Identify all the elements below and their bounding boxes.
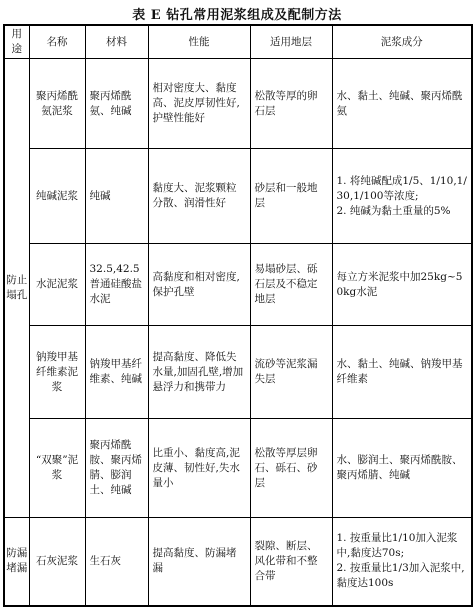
composition-cell [332,244,472,326]
header-property: 性能 [148,25,250,59]
composition-line: 1. 按重量比1/10加入泥浆中,黏度达70s; [336,532,458,560]
name-cell: 纯碱泥浆 [29,149,85,244]
header-material: 材料 [85,25,148,59]
composition-cell [332,326,472,419]
table-row [4,59,472,149]
material-cell: 聚丙烯酰氨、纯碱 [85,59,148,149]
composition-cell [332,59,472,149]
material-cell: 纯碱 [85,149,148,244]
layer-cell: 松散等厚层卵石、砾石、砂层 [250,419,332,518]
table-title: 表 E 钻孔常用泥浆组成及配制方法 [132,8,342,23]
header-composition: 泥浆成分 [332,25,472,59]
name-cell: “双聚”泥浆 [29,419,85,518]
name-cell: 水泥泥浆 [29,244,85,326]
composition-line: 2. 按重量比1/3加入泥浆中,黏度达100s [336,562,465,590]
material-cell: 32.5,42.5普通硅酸盐水泥 [85,244,148,326]
layer-cell: 砂层和一般地层 [250,149,332,244]
table-row [4,326,472,419]
name-cell: 聚丙烯酰氨泥浆 [29,59,85,149]
property-cell: 高黏度和相对密度,保护孔壁 [148,244,250,326]
table-row [4,244,472,326]
use-cell-leak: 防漏堵漏 [4,518,29,606]
composition-line: 1. 将纯碱配成1/5、1/10,1/30,1/100等浓度; [336,174,467,202]
mud-table [3,24,473,607]
name-cell: 石灰泥浆 [29,518,85,606]
property-cell: 比重小、黏度高,泥皮薄、韧性好,失水量小 [148,419,250,518]
composition-line: 水、黏土、纯碱、钠羧甲基纤维素 [336,358,463,385]
composition-line: 每立方米泥浆中加25kg~50kg水泥 [336,270,463,298]
header-layer: 适用地层 [250,25,332,59]
material-cell: 钠羧甲基纤维素、纯碱 [85,326,148,419]
property-cell: 提高黏度、降低失水量,加固孔壁,增加悬浮力和携带力 [148,326,250,419]
name-cell: 钠羧甲基纤维素泥浆 [29,326,85,419]
composition-cell [332,149,472,244]
composition-cell [332,518,472,606]
table-row [4,419,472,518]
table-row [4,518,472,606]
property-cell: 提高黏度、防漏堵漏 [148,518,250,606]
property-cell: 黏度大、泥浆颗粒分散、润滑性好 [148,149,250,244]
layer-cell: 松散等厚的卵石层 [250,59,332,149]
header-name: 名称 [29,25,85,59]
material-cell: 生石灰 [85,518,148,606]
composition-line: 水、膨润土、聚丙烯酰胺、聚丙烯腈、纯碱 [336,454,463,481]
header-use: 用途 [4,25,29,59]
layer-cell: 裂隙、断层、风化带和不整合带 [250,518,332,606]
composition-line: 2. 纯碱为黏土重量的5% [336,204,451,217]
use-cell-collapse: 防止塌孔 [4,59,29,518]
layer-cell: 流砂等泥浆漏失层 [250,326,332,419]
property-cell: 相对密度大、黏度高、泥皮厚韧性好,护壁性能好 [148,59,250,149]
composition-cell [332,419,472,518]
composition-line: 水、黏土、纯碱、聚丙烯酰氨 [336,89,463,117]
layer-cell: 易塌砂层、砾石层及不稳定地层 [250,244,332,326]
material-cell: 聚丙烯酰胺、聚丙烯腈、膨润土、纯碱 [85,419,148,518]
table-row [4,149,472,244]
header-row [4,25,472,59]
